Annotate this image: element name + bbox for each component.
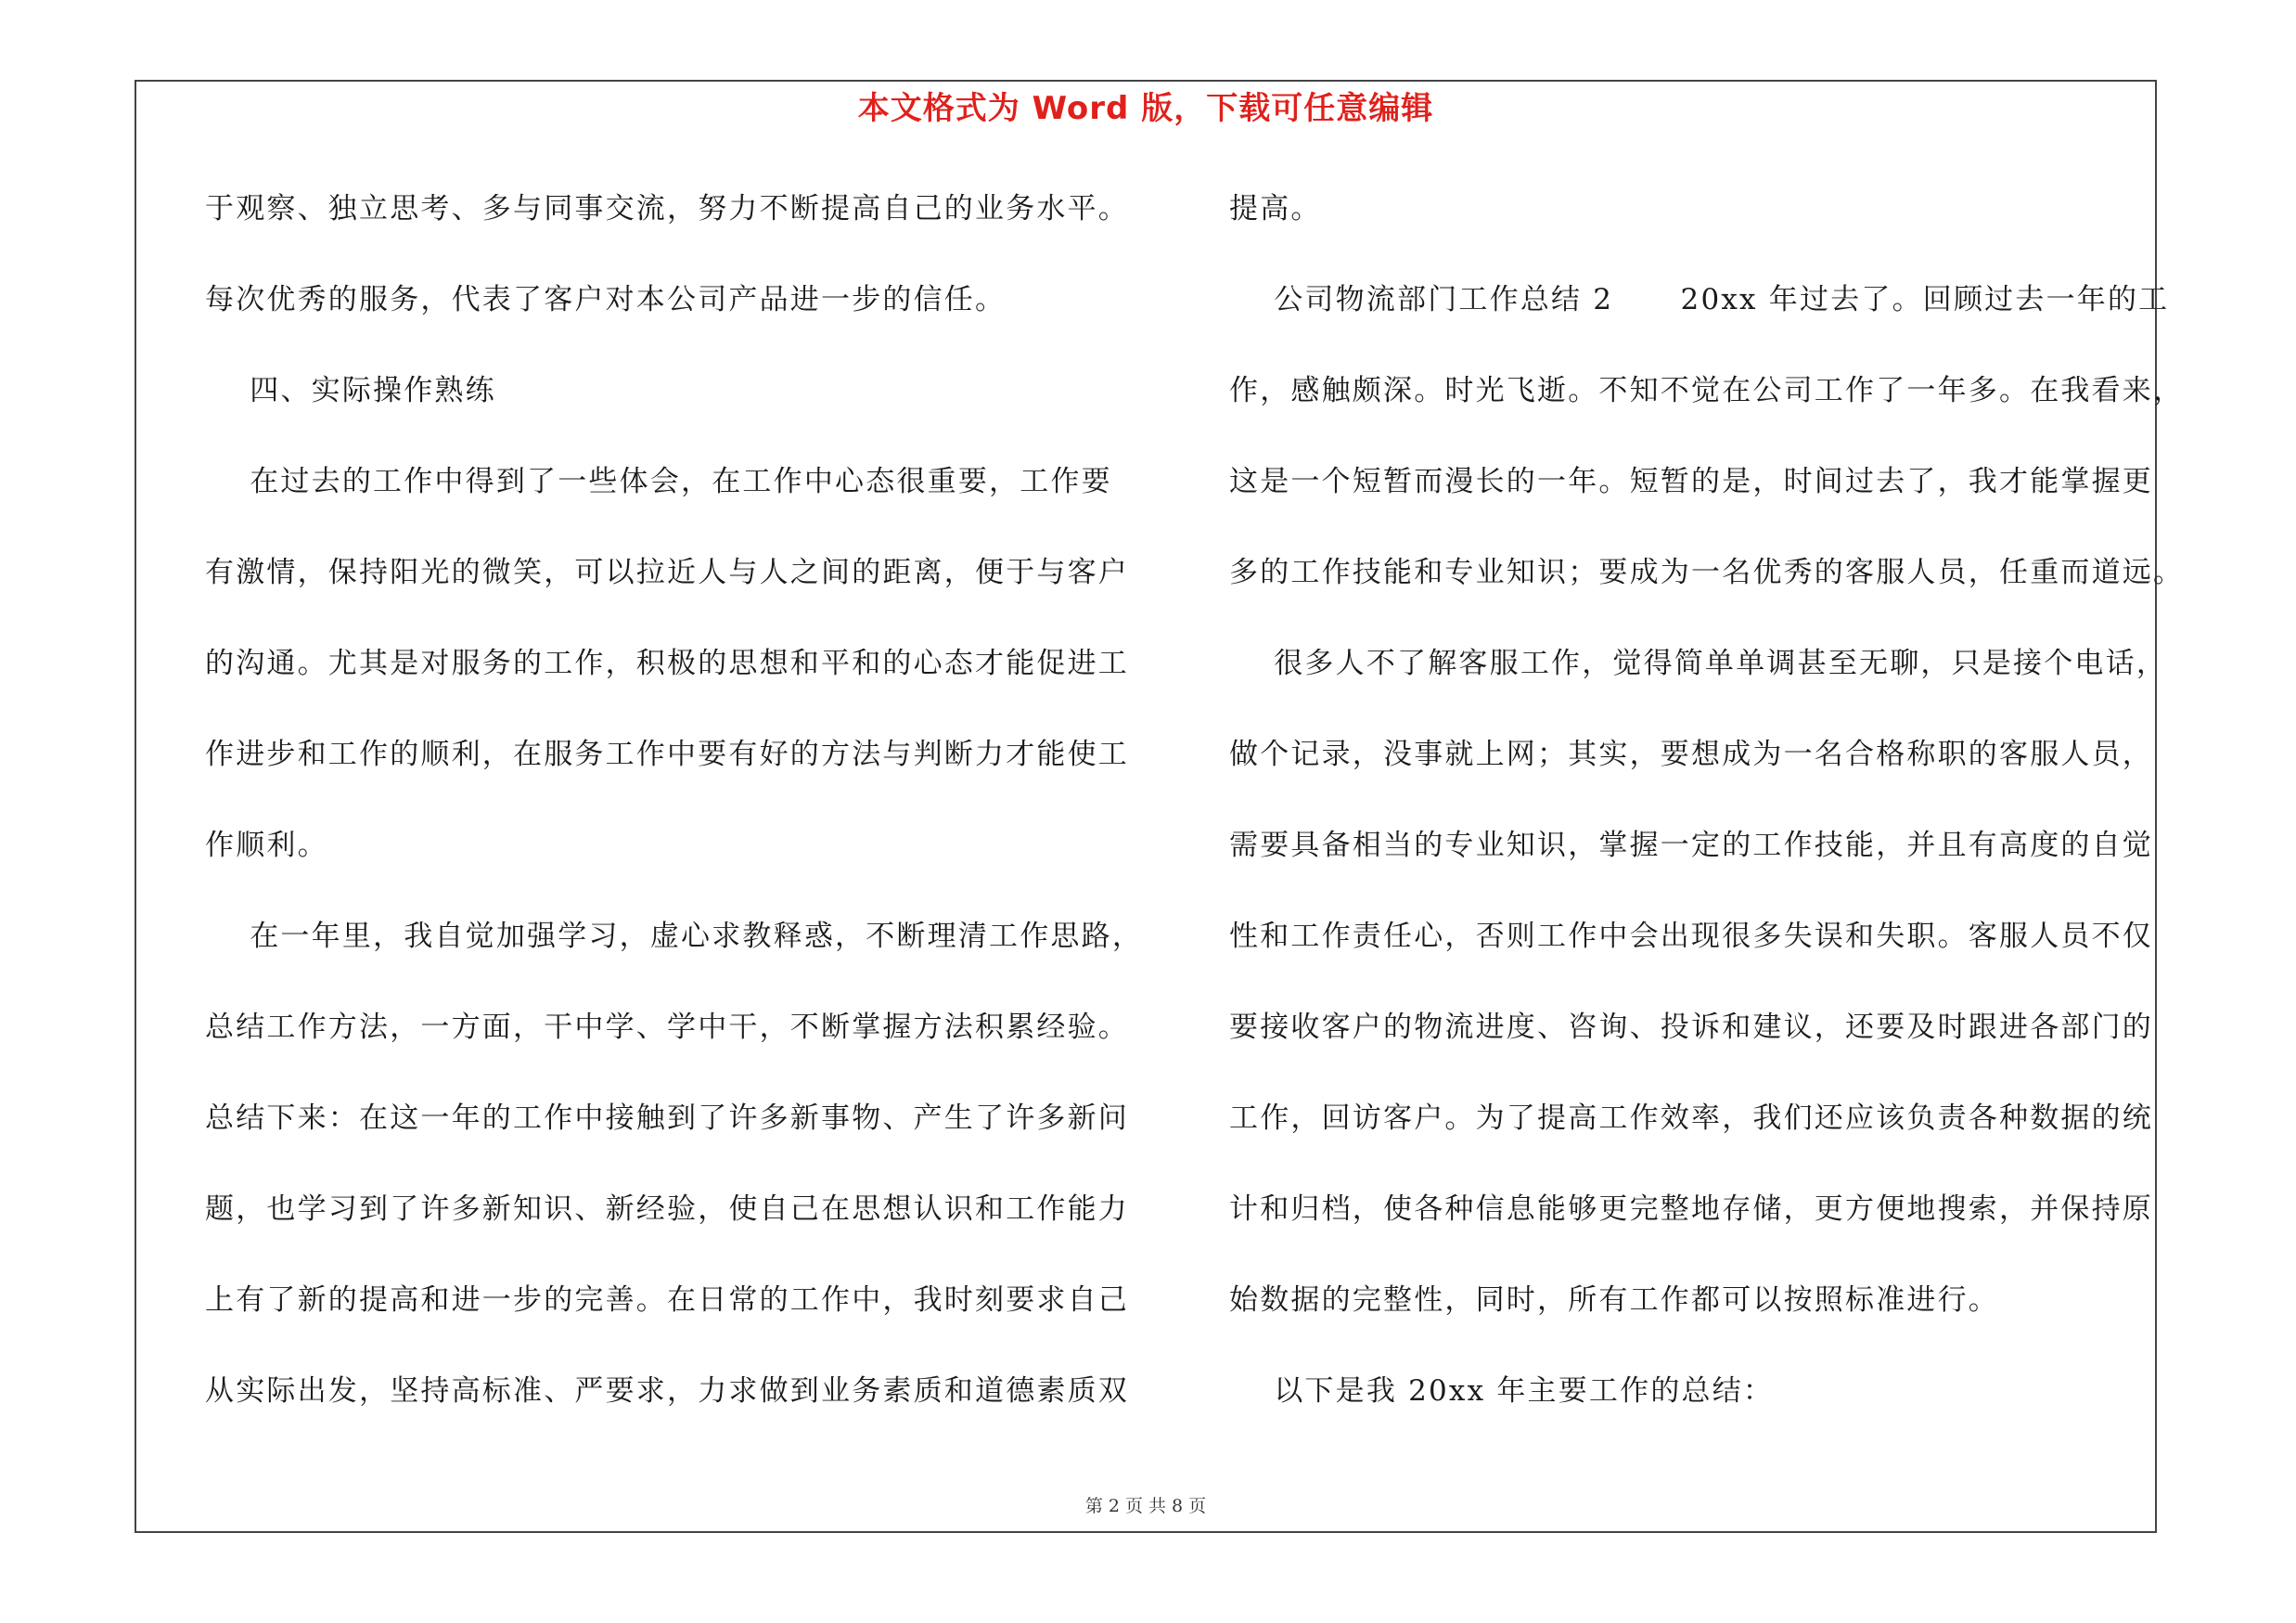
text-line: 提高。 — [1229, 192, 1322, 225]
header-banner: 本文格式为 Word 版，下载可任意编辑 — [857, 90, 1434, 127]
text-line: 在一年里，我自觉加强学习，虚心求教释惑，不断理清工作思路， — [205, 920, 1144, 953]
text-line: 要接收客户的物流进度、咨询、投诉和建议，还要及时跟进各部门的 — [1229, 1011, 2153, 1044]
text-line: 性和工作责任心，否则工作中会出现很多失误和失职。客服人员不仅 — [1229, 920, 2153, 953]
text-line: 需要具备相当的专业知识，掌握一定的工作技能，并且有高度的自觉 — [1229, 829, 2153, 862]
section-heading: 四、实际操作熟练 — [205, 374, 496, 407]
text-line: 总结工作方法，一方面，干中学、学中干，不断掌握方法积累经验。 — [205, 1011, 1129, 1044]
text-line: 很多人不了解客服工作，觉得简单单调甚至无聊，只是接个电话， — [1229, 647, 2168, 680]
text-line: 上有了新的提高和进一步的完善。在日常的工作中，我时刻要求自己 — [205, 1283, 1129, 1317]
text-line: 作，感触颇深。时光飞逝。不知不觉在公司工作了一年多。在我看来， — [1229, 374, 2185, 407]
text-line: 做个记录，没事就上网；其实，要想成为一名合格称职的客服人员， — [1229, 738, 2153, 771]
text-line: 以下是我 20xx 年主要工作的总结： — [1229, 1374, 1775, 1408]
text-line: 工作，回访客户。为了提高工作效率，我们还应该负责各种数据的统 — [1229, 1101, 2153, 1135]
text-line: 每次优秀的服务，代表了客户对本公司产品进一步的信任。 — [205, 283, 1007, 316]
text-line: 有激情，保持阳光的微笑，可以拉近人与人之间的距离，便于与客户 — [205, 556, 1129, 589]
page-number: 第 2 页 共 8 页 — [1084, 1496, 1207, 1516]
text-line: 这是一个短暂而漫长的一年。短暂的是，时间过去了，我才能掌握更 — [1229, 465, 2153, 498]
text-line: 从实际出发，坚持高标准、严要求，力求做到业务素质和道德素质双 — [205, 1374, 1129, 1408]
text-line: 题，也学习到了许多新知识、新经验，使自己在思想认识和工作能力 — [205, 1192, 1129, 1226]
text-line: 总结下来：在这一年的工作中接触到了许多新事物、产生了许多新问 — [205, 1101, 1129, 1135]
text-line: 于观察、独立思考、多与同事交流，努力不断提高自己的业务水平。 — [205, 192, 1129, 225]
text-line: 多的工作技能和专业知识；要成为一名优秀的客服人员，任重而道远。 — [1229, 556, 2185, 589]
text-line: 作顺利。 — [205, 829, 328, 862]
text-line: 始数据的完整性，同时，所有工作都可以按照标准进行。 — [1229, 1283, 1999, 1317]
text-line: 在过去的工作中得到了一些体会，在工作中心态很重要，工作要 — [205, 465, 1112, 498]
text-line: 计和归档，使各种信息能够更完整地存储，更方便地搜索，并保持原 — [1229, 1192, 2153, 1226]
text-line: 作进步和工作的顺利，在服务工作中要有好的方法与判断力才能使工 — [205, 738, 1129, 771]
text-line: 公司物流部门工作总结 2 20xx 年过去了。回顾过去一年的工 — [1229, 283, 2170, 316]
text-line: 的沟通。尤其是对服务的工作，积极的思想和平和的心态才能促进工 — [205, 647, 1129, 680]
